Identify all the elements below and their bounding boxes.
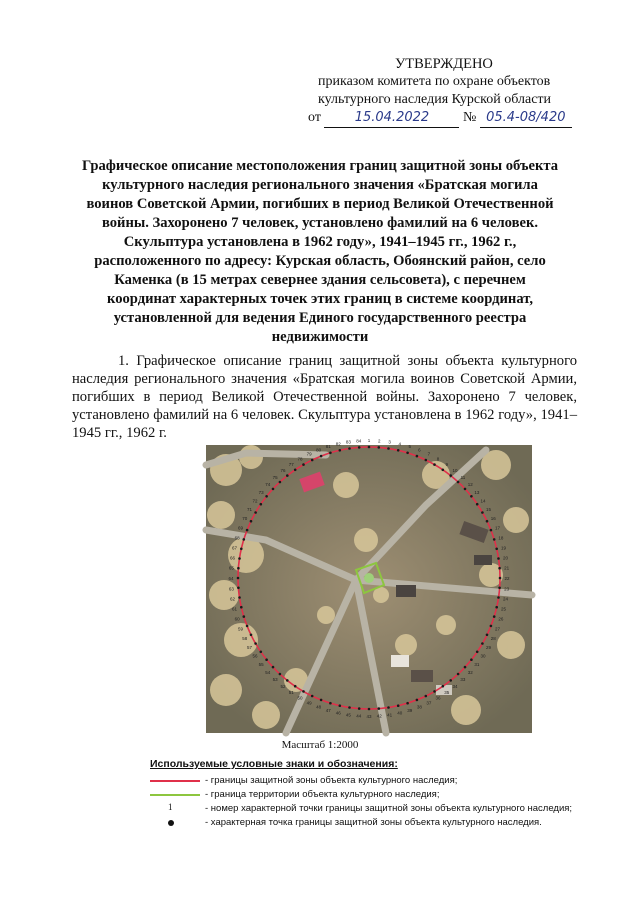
boundary-point	[243, 615, 246, 618]
boundary-point-number: 82	[335, 441, 341, 447]
boundary-point	[498, 587, 501, 590]
boundary-point	[416, 699, 419, 702]
boundary-point	[397, 449, 400, 452]
boundary-point-number: 34	[452, 683, 458, 689]
boundary-point-number: 33	[460, 677, 466, 683]
boundary-point	[495, 548, 498, 551]
boundary-point	[464, 666, 467, 669]
aerial-map	[206, 438, 532, 733]
boundary-point-number: 35	[444, 690, 450, 695]
boundary-point	[286, 679, 289, 682]
boundary-point-number: 42	[376, 713, 382, 719]
legend-text: - характерная точка границы защитной зоны объекта культурного наследия.	[205, 817, 542, 828]
boundary-point	[497, 557, 500, 560]
number-field	[480, 109, 572, 128]
boundary-point-number: 81	[325, 444, 331, 450]
boundary-point	[272, 666, 275, 669]
boundary-point	[481, 642, 484, 645]
date-label: от	[308, 110, 321, 125]
boundary-point	[470, 495, 473, 498]
boundary-point	[260, 503, 263, 506]
boundary-point	[449, 474, 452, 477]
boundary-point-number: 62	[229, 596, 236, 602]
boundary-point-number: 57	[246, 645, 253, 650]
boundary-point-number: 9	[445, 462, 448, 467]
legend-text: - граница территории объекта культурного наследия;	[205, 789, 440, 800]
boundary-point	[433, 690, 436, 693]
boundary-point	[358, 707, 361, 710]
boundary-point	[238, 596, 241, 599]
boundary-point-number: 50	[297, 695, 303, 701]
boundary-point-number: 36	[435, 695, 441, 701]
boundary-point	[254, 642, 257, 645]
boundary-point	[495, 606, 498, 609]
boundary-point-number: 56	[252, 653, 258, 659]
boundary-point	[246, 529, 249, 532]
boundary-point-number: 66	[229, 555, 236, 561]
boundary-point-number: 54	[265, 669, 271, 675]
approval-line-2: культурного наследия Курской области	[318, 92, 552, 107]
boundary-point	[476, 503, 479, 506]
boundary-point-number: 74	[265, 482, 271, 488]
boundary-point-number: 53	[272, 677, 278, 683]
boundary-point-number: 46	[335, 710, 341, 716]
boundary-point-number: 15	[485, 507, 492, 512]
boundary-point-number: 2	[378, 438, 381, 444]
boundary-point-number: 40	[397, 710, 403, 716]
boundary-point	[493, 615, 496, 618]
boundary-point	[246, 625, 249, 628]
boundary-point	[425, 459, 428, 462]
boundary-point	[311, 459, 314, 462]
boundary-point	[348, 447, 351, 450]
boundary-point	[272, 488, 275, 491]
handwritten-number: 05.4-08/420	[486, 110, 566, 125]
boundary-point-number: 59	[237, 626, 244, 632]
boundary-point	[368, 446, 371, 449]
boundary-point	[486, 520, 489, 523]
boundary-point-number: 39	[407, 707, 413, 713]
boundary-point-number: 79	[306, 451, 312, 457]
boundary-point	[368, 708, 371, 711]
boundary-point-number: 41	[387, 712, 393, 718]
boundary-point	[490, 529, 493, 532]
boundary-point-number: 77	[288, 462, 294, 467]
boundary-point-number: 75	[272, 474, 278, 480]
boundary-point-number: 3	[388, 439, 391, 445]
boundary-point-number: 78	[297, 456, 303, 462]
boundary-point	[497, 596, 500, 599]
boundary-point-number: 49	[306, 700, 312, 706]
boundary-point-number: 73	[258, 490, 264, 495]
legend-row-point-dot	[150, 816, 590, 830]
boundary-point-number: 29	[485, 645, 492, 650]
approval-stamp	[300, 55, 600, 128]
boundary-point	[457, 673, 460, 676]
boundary-point	[302, 690, 305, 693]
boundary-point	[490, 625, 493, 628]
red-line-symbol	[150, 774, 200, 788]
boundary-point-number: 1	[367, 438, 371, 443]
boundary-point	[339, 704, 342, 707]
map-scale: Масштаб 1:2000	[281, 739, 359, 751]
boundary-point	[358, 446, 361, 449]
boundary-point-number: 6	[418, 447, 421, 453]
boundary-point	[397, 704, 400, 707]
boundary-point	[499, 577, 502, 580]
boundary-point-number: 76	[280, 468, 286, 474]
boundary-point-number: 52	[280, 683, 286, 689]
boundary-point-number: 18	[498, 535, 504, 541]
legend-text: - номер характерной точки границы защитной зоны объекта культурного наследия;	[205, 803, 573, 814]
boundary-point-number: 80	[316, 447, 322, 453]
boundary-point-number: 16	[490, 516, 496, 522]
boundary-point-number: 32	[467, 669, 473, 675]
boundary-point	[286, 474, 289, 477]
approval-line-1: приказом комитета по охране объектов	[318, 74, 551, 89]
legend	[150, 758, 590, 830]
boundary-point-number: 7	[427, 451, 431, 457]
boundary-point	[243, 538, 246, 541]
boundary-point-number: 38	[416, 704, 422, 710]
point-number-symbol: 1	[168, 802, 173, 812]
boundary-point	[476, 651, 479, 654]
boundary-point	[433, 463, 436, 466]
legend-text: - границы защитной зоны объекта культурного наследия;	[205, 775, 458, 786]
boundary-point-number: 11	[460, 474, 466, 480]
boundary-point-number: 72	[252, 498, 258, 504]
boundary-point-number: 68	[234, 535, 240, 541]
handwritten-date: 15.04.2022	[354, 110, 430, 125]
boundary-point	[238, 557, 241, 560]
boundary-point	[486, 634, 489, 637]
boundary-point-number: 55	[258, 662, 264, 667]
boundary-point	[237, 567, 240, 570]
boundary-point-number: 21	[504, 565, 510, 571]
boundary-point	[279, 481, 282, 484]
green-line-symbol	[150, 788, 200, 802]
point-dot-symbol	[150, 816, 200, 830]
boundary-point	[416, 455, 419, 458]
boundary-point-number: 13	[474, 490, 480, 495]
boundary-point-number: 23	[504, 586, 510, 592]
boundary-point-number: 31	[474, 662, 480, 667]
boundary-point-number: 71	[246, 507, 253, 512]
boundary-point	[265, 495, 268, 498]
boundary-point-number: 17	[494, 525, 501, 531]
boundary-point-number: 28	[490, 635, 496, 641]
boundary-point	[378, 446, 381, 449]
boundary-point-number: 12	[467, 482, 473, 488]
boundary-point-number: 83	[345, 439, 351, 445]
boundary-point-number: 69	[237, 525, 244, 531]
boundary-point-number: 26	[498, 616, 504, 622]
boundary-point-number: 60	[234, 616, 240, 622]
boundary-point	[442, 685, 445, 688]
legend-row-protective-zone	[150, 774, 590, 788]
boundary-point-number: 27	[494, 626, 501, 632]
monument-site	[364, 573, 374, 583]
boundary-point	[240, 548, 243, 551]
boundary-point-number: 70	[242, 516, 248, 522]
boundary-point	[406, 452, 409, 455]
boundary-point-number: 44	[356, 713, 362, 719]
boundary-point-number: 19	[500, 545, 507, 551]
legend-row-object-territory	[150, 788, 590, 802]
boundary-point-number: 30	[480, 653, 486, 659]
boundary-point-number: 20	[502, 555, 509, 561]
boundary-point	[237, 577, 240, 580]
boundary-point-number: 14	[480, 498, 486, 504]
boundary-point-number: 48	[316, 704, 322, 710]
boundary-point	[260, 651, 263, 654]
boundary-point	[442, 469, 445, 472]
boundary-point-number: 5	[408, 444, 411, 450]
boundary-point	[449, 679, 452, 682]
date-field	[324, 109, 459, 128]
boundary-point-number: 25	[500, 606, 507, 612]
approval-title: УТВЕРЖДЕНО	[395, 56, 493, 72]
boundary-point	[265, 658, 268, 661]
boundary-point	[329, 702, 332, 705]
boundary-point-number: 43	[366, 714, 372, 719]
boundary-point-number: 63	[228, 586, 234, 592]
boundary-point-number: 8	[436, 456, 440, 462]
boundary-point-number: 24	[502, 596, 509, 602]
boundary-point-number: 4	[398, 441, 401, 447]
boundary-point	[311, 695, 314, 698]
paragraph-text: 1. Графическое описание границ защитной зоны объекта культурного наследия регионального значения «Братская могила воинов Советской Армии, погибших в период Великой Отечественной войны. Захоронено 7 человек, установлено фамилий на 6 человек. Скульптура установлена в 1962 году», 1941–1945 гг., 1962 г.	[72, 353, 577, 441]
legend-title: Используемые условные знаки и обозначения:	[150, 758, 398, 770]
boundary-point	[250, 634, 253, 637]
boundary-point-number: 61	[231, 606, 238, 612]
boundary-point	[481, 511, 484, 514]
boundary-point	[240, 606, 243, 609]
boundary-point	[302, 463, 305, 466]
section-1-paragraph	[72, 352, 577, 442]
boundary-point	[348, 706, 351, 709]
boundary-point-number: 51	[288, 690, 294, 695]
boundary-point-number: 10	[452, 468, 458, 474]
boundary-point-number: 37	[426, 700, 432, 706]
boundary-point-number: 47	[325, 707, 331, 713]
number-label: №	[462, 110, 477, 125]
boundary-point	[237, 587, 240, 590]
boundary-point	[320, 699, 323, 702]
boundary-point-number: 45	[345, 712, 351, 718]
boundary-point	[378, 707, 381, 710]
boundary-point	[406, 702, 409, 705]
boundary-point	[457, 481, 460, 484]
legend-row-point-number	[150, 802, 590, 816]
boundary-point	[294, 685, 297, 688]
boundary-point	[498, 567, 501, 570]
boundary-point	[425, 695, 428, 698]
boundary-point	[250, 520, 253, 523]
boundary-point	[279, 673, 282, 676]
boundary-point	[320, 455, 323, 458]
boundary-point-number: 84	[356, 438, 362, 444]
boundary-point	[294, 469, 297, 472]
boundary-point-number: 67	[231, 545, 238, 551]
boundary-point	[254, 511, 257, 514]
document-title: Графическое описание местоположения границ защитной зоны объекта культурного наследия регионального значения «Братская могила воинов Советской Армии, погибших в период Великой Отечественной войны. Захоронено 7 человек, установлено фамилий на 6 человек. Скульптура установлена в 1962 году», 1941–1945 гг., 1962 г., расположенного по адресу: Курская область, Обоянский район, село Каменка (в 15 метрах севернее здания сельсовета), с перечнем координат характерных точек этих границ в системе координат, установленной для ведения Единого государственного реестра недвижимости	[81, 158, 559, 345]
boundary-point-number: 22	[504, 576, 510, 581]
boundary-point-number: 65	[228, 565, 234, 571]
boundary-point	[493, 538, 496, 541]
boundary-point-number: 58	[242, 635, 248, 641]
boundary-point-number: 64	[228, 576, 234, 581]
boundary-point	[387, 706, 390, 709]
boundary-point	[329, 452, 332, 455]
boundary-point	[464, 488, 467, 491]
boundary-point	[470, 658, 473, 661]
boundary-point	[339, 449, 342, 452]
approval-date-number	[308, 109, 600, 128]
boundary-point	[387, 447, 390, 450]
